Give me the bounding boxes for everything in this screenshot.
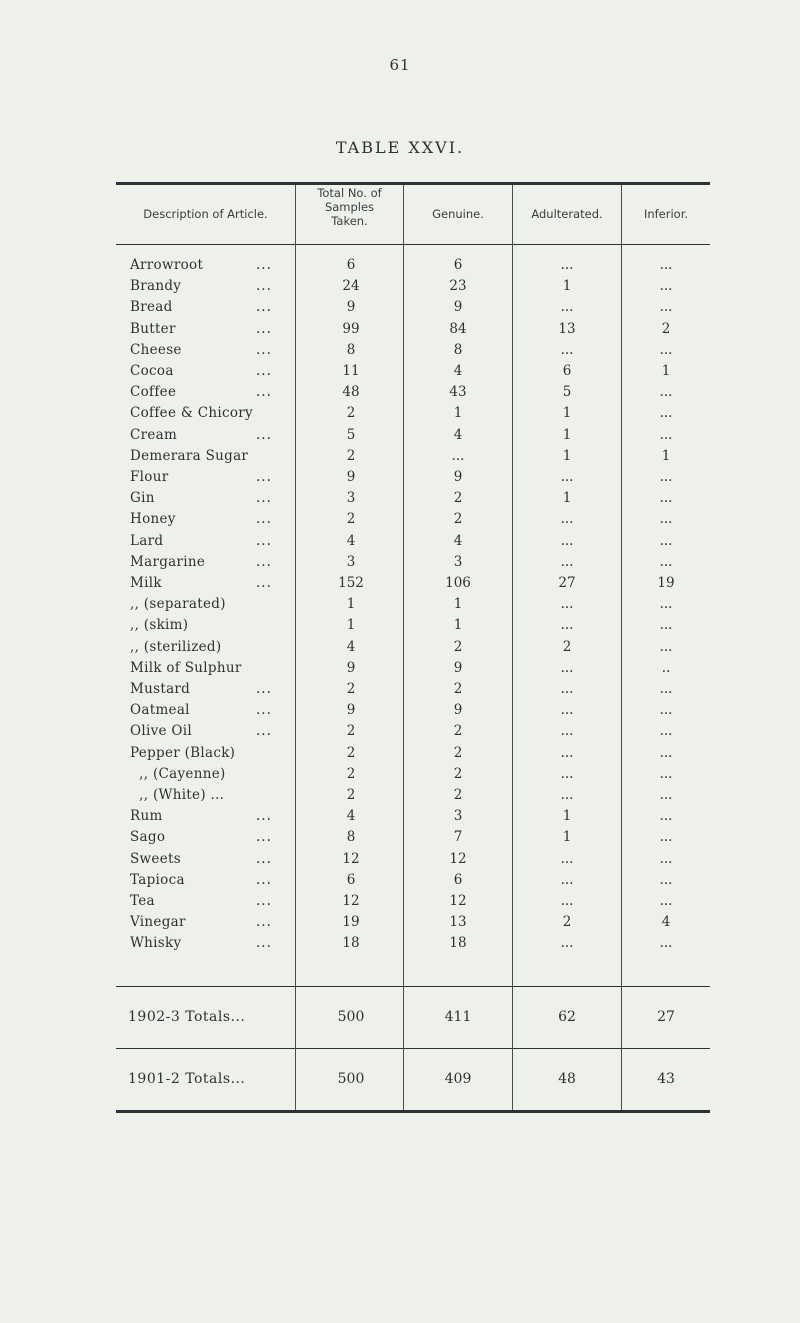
article-name: Milk of Sulphur: [130, 659, 242, 676]
total-cell: 8: [346, 829, 356, 846]
adulterated-cell: ...: [560, 299, 574, 316]
table-row: [0, 256, 800, 275]
genuine-cell: 2: [453, 638, 463, 655]
article-name: Coffee & Chicory: [130, 405, 253, 422]
genuine-cell: 2: [453, 511, 463, 528]
total-cell: 4: [346, 638, 356, 655]
inferior-cell: ..: [661, 659, 671, 676]
inferior-cell: ...: [659, 765, 673, 782]
total-cell: 18: [342, 935, 360, 952]
leader-dots: ...: [256, 426, 272, 443]
total-cell: 12: [342, 893, 360, 909]
total-cell: 2: [346, 405, 356, 422]
genuine-cell: 6: [453, 871, 463, 888]
adulterated-cell: ...: [560, 723, 574, 740]
article-name: Sweets: [130, 850, 181, 867]
adulterated-cell: ...: [560, 893, 574, 909]
adulterated-cell: ...: [560, 935, 574, 952]
total-cell: 4: [346, 808, 356, 825]
table-row: [0, 489, 800, 508]
table-row: [0, 871, 800, 890]
genuine-cell: ...: [451, 447, 465, 464]
total-cell: 2: [346, 681, 356, 697]
genuine-cell: 84: [449, 320, 467, 337]
leader-dots: ...: [256, 681, 272, 697]
total-cell: 4: [346, 532, 356, 549]
leader-dots: ...: [256, 935, 272, 952]
genuine-cell: 6: [453, 257, 463, 273]
table-row: [0, 404, 800, 423]
genuine-cell: 9: [453, 299, 463, 316]
adulterated-cell: 1: [562, 426, 572, 443]
table-row: [0, 659, 800, 678]
inferior-cell: 27: [657, 1009, 675, 1025]
header-inferior: Inferior.: [643, 207, 689, 221]
leader-dots: ...: [256, 363, 272, 379]
adulterated-cell: ...: [560, 702, 574, 719]
total-cell: 99: [342, 320, 360, 337]
article-name: Olive Oil: [130, 723, 193, 740]
genuine-cell: 9: [453, 702, 463, 719]
table-row: [0, 341, 800, 360]
genuine-cell: 8: [453, 341, 463, 358]
header-total-line: Taken.: [331, 214, 368, 228]
genuine-cell: 9: [453, 659, 463, 676]
article-name: Butter: [130, 320, 176, 337]
inferior-cell: ...: [659, 278, 673, 295]
inferior-cell: ...: [659, 426, 673, 443]
inferior-cell: 43: [657, 1071, 675, 1087]
table-title: TABLE XXVI.: [335, 138, 465, 157]
adulterated-cell: ...: [560, 511, 574, 528]
adulterated-cell: ...: [560, 787, 574, 803]
total-cell: 48: [342, 384, 360, 401]
total-cell: 9: [346, 659, 356, 676]
table-row: [0, 362, 800, 381]
header-genuine: Genuine.: [432, 207, 484, 221]
article-name: Rum: [130, 808, 163, 825]
bottom-rule: [116, 1110, 710, 1113]
table-row: [0, 786, 800, 805]
genuine-cell: 9: [453, 469, 463, 485]
total-cell: 500: [337, 1009, 365, 1025]
total-cell: 2: [346, 787, 356, 803]
inferior-cell: ...: [659, 829, 673, 846]
header-description: Description of Article.: [143, 207, 268, 221]
inferior-cell: ...: [659, 617, 673, 634]
total-cell: 2: [346, 765, 356, 782]
inferior-cell: ...: [659, 341, 673, 358]
adulterated-cell: 1: [562, 808, 572, 825]
genuine-cell: 1: [453, 596, 463, 613]
adulterated-cell: 1: [562, 490, 572, 507]
total-cell: 2: [346, 511, 356, 528]
inferior-cell: ...: [659, 808, 673, 825]
article-name: Demerara Sugar: [130, 447, 249, 464]
genuine-cell: 23: [449, 278, 467, 295]
table-row: [0, 574, 800, 593]
inferior-cell: ...: [659, 511, 673, 528]
total-cell: 500: [337, 1071, 365, 1087]
page-number: 61: [389, 56, 411, 74]
total-cell: 19: [342, 914, 360, 931]
total-cell: 3: [346, 490, 356, 507]
adulterated-cell: 27: [558, 575, 576, 591]
article-name: ,, (skim): [130, 617, 189, 634]
table-row: [0, 850, 800, 869]
leader-dots: ...: [256, 914, 272, 931]
leader-dots: ...: [256, 341, 272, 358]
inferior-cell: 19: [657, 575, 675, 591]
total-cell: 152: [338, 575, 364, 591]
inferior-cell: ...: [659, 384, 673, 401]
table-row: [0, 532, 800, 551]
genuine-cell: 12: [449, 850, 467, 867]
article-name: Tea: [130, 893, 155, 909]
article-name: Lard: [130, 532, 164, 549]
total-cell: 2: [346, 723, 356, 740]
adulterated-cell: ...: [560, 596, 574, 613]
header-adulterated: Adulterated.: [531, 207, 603, 221]
total-cell: 24: [342, 278, 360, 295]
article-name: Honey: [130, 511, 176, 528]
leader-dots: ...: [256, 490, 272, 507]
article-name: ,, (Cayenne): [130, 765, 226, 782]
genuine-cell: 43: [449, 384, 467, 401]
totals-label: 1901-2 Totals...: [128, 1071, 246, 1087]
total-cell: 9: [346, 299, 356, 316]
inferior-cell: ...: [659, 553, 673, 570]
genuine-cell: 4: [453, 532, 463, 549]
total-cell: 2: [346, 447, 356, 464]
genuine-cell: 4: [453, 426, 463, 443]
genuine-cell: 4: [453, 363, 463, 379]
totals-row: [0, 1068, 800, 1090]
inferior-cell: 4: [661, 914, 671, 931]
article-name: Milk: [130, 575, 162, 591]
inferior-cell: ...: [659, 893, 673, 909]
genuine-cell: 12: [449, 893, 467, 909]
adulterated-cell: ...: [560, 469, 574, 485]
article-name: Coffee: [130, 384, 177, 401]
inferior-cell: 2: [661, 320, 671, 337]
leader-dots: ...: [256, 299, 272, 316]
totals-label: 1902-3 Totals...: [128, 1009, 246, 1025]
genuine-cell: 411: [444, 1009, 472, 1025]
leader-dots: ...: [256, 532, 272, 549]
totals-row: [0, 1006, 800, 1028]
adulterated-cell: 1: [562, 829, 572, 846]
adulterated-cell: 62: [558, 1009, 576, 1025]
total-cell: 8: [346, 341, 356, 358]
table-row: [0, 277, 800, 296]
inferior-cell: ...: [659, 469, 673, 485]
table-row: [0, 383, 800, 402]
inferior-cell: ...: [659, 871, 673, 888]
inferior-cell: ...: [659, 935, 673, 952]
table-row: [0, 616, 800, 635]
table-row: [0, 447, 800, 466]
total-cell: 9: [346, 469, 356, 485]
adulterated-cell: ...: [560, 659, 574, 676]
article-name: Oatmeal: [130, 702, 190, 719]
genuine-cell: 7: [453, 829, 463, 846]
article-name: Whisky: [130, 935, 182, 952]
inferior-cell: ...: [659, 850, 673, 867]
leader-dots: ...: [256, 702, 272, 719]
inferior-cell: ...: [659, 787, 673, 803]
adulterated-cell: ...: [560, 765, 574, 782]
total-cell: 6: [346, 871, 356, 888]
genuine-cell: 1: [453, 405, 463, 422]
table-row: [0, 934, 800, 953]
adulterated-cell: ...: [560, 681, 574, 697]
adulterated-cell: 1: [562, 447, 572, 464]
table-row: [0, 765, 800, 784]
adulterated-cell: 5: [562, 384, 572, 401]
table-row: [0, 807, 800, 826]
leader-dots: ...: [256, 575, 272, 591]
inferior-cell: ...: [659, 681, 673, 697]
genuine-cell: 2: [453, 744, 463, 761]
total-cell: 12: [342, 850, 360, 867]
table-row: [0, 426, 800, 445]
leader-dots: ...: [256, 850, 272, 867]
adulterated-cell: ...: [560, 871, 574, 888]
article-name: Bread: [130, 299, 173, 316]
article-name: Cocoa: [130, 363, 174, 379]
leader-dots: ...: [256, 723, 272, 740]
leader-dots: ...: [256, 829, 272, 846]
adulterated-cell: ...: [560, 257, 574, 273]
genuine-cell: 2: [453, 787, 463, 803]
leader-dots: ...: [256, 384, 272, 401]
inferior-cell: ...: [659, 299, 673, 316]
leader-dots: ...: [256, 278, 272, 295]
table-row: [0, 595, 800, 614]
table-row: [0, 892, 800, 911]
table-row: [0, 828, 800, 847]
table-row: [0, 680, 800, 699]
leader-dots: ...: [256, 871, 272, 888]
article-name: Cheese: [130, 341, 182, 358]
article-name: ,, (sterilized): [130, 638, 222, 655]
inferior-cell: ...: [659, 744, 673, 761]
genuine-cell: 18: [449, 935, 467, 952]
inferior-cell: ...: [659, 405, 673, 422]
article-name: Arrowroot: [130, 257, 204, 273]
table-row: [0, 913, 800, 932]
adulterated-cell: ...: [560, 553, 574, 570]
header-total: [296, 186, 403, 228]
adulterated-cell: ...: [560, 850, 574, 867]
adulterated-cell: 2: [562, 914, 572, 931]
article-name: Cream: [130, 426, 178, 443]
genuine-cell: 2: [453, 765, 463, 782]
table-row: [0, 553, 800, 572]
total-cell: 5: [346, 426, 356, 443]
table-row: [0, 510, 800, 529]
total-cell: 1: [346, 596, 356, 613]
table-row: [0, 638, 800, 657]
article-name: ,, (separated): [130, 596, 226, 613]
header-total-line: Samples: [324, 200, 375, 214]
adulterated-cell: 48: [558, 1071, 576, 1087]
article-name: Tapioca: [130, 871, 185, 888]
article-name: Brandy: [130, 278, 182, 295]
total-cell: 1: [346, 617, 356, 634]
inferior-cell: 1: [661, 363, 671, 379]
inferior-cell: ...: [659, 257, 673, 273]
inferior-cell: ...: [659, 532, 673, 549]
genuine-cell: 2: [453, 681, 463, 697]
adulterated-cell: ...: [560, 617, 574, 634]
total-cell: 11: [342, 363, 360, 379]
inferior-cell: ...: [659, 702, 673, 719]
leader-dots: ...: [256, 808, 272, 825]
adulterated-cell: 6: [562, 363, 572, 379]
genuine-cell: 106: [445, 575, 471, 591]
table-row: [0, 298, 800, 317]
adulterated-cell: ...: [560, 341, 574, 358]
article-name: Margarine: [130, 553, 206, 570]
adulterated-cell: 1: [562, 278, 572, 295]
leader-dots: ...: [256, 553, 272, 570]
article-name: Mustard: [130, 681, 191, 697]
adulterated-cell: ...: [560, 744, 574, 761]
article-name: Vinegar: [130, 914, 186, 931]
genuine-cell: 409: [444, 1071, 472, 1087]
inferior-cell: 1: [661, 447, 671, 464]
leader-dots: ...: [256, 257, 272, 273]
adulterated-cell: 2: [562, 638, 572, 655]
article-name: Pepper (Black): [130, 744, 236, 761]
table-row: [0, 320, 800, 339]
article-name: ,, (White) ...: [130, 787, 225, 803]
genuine-cell: 3: [453, 808, 463, 825]
genuine-cell: 3: [453, 553, 463, 570]
article-name: Sago: [130, 829, 166, 846]
leader-dots: ...: [256, 320, 272, 337]
total-cell: 2: [346, 744, 356, 761]
inferior-cell: ...: [659, 596, 673, 613]
article-name: Flour: [130, 469, 169, 485]
genuine-cell: 2: [453, 490, 463, 507]
inferior-cell: ...: [659, 490, 673, 507]
total-cell: 3: [346, 553, 356, 570]
total-cell: 6: [346, 257, 356, 273]
header-total-line: Total No. of: [317, 186, 382, 200]
genuine-cell: 2: [453, 723, 463, 740]
table-row: [0, 744, 800, 763]
leader-dots: ...: [256, 511, 272, 528]
genuine-cell: 1: [453, 617, 463, 634]
table-row: [0, 468, 800, 487]
leader-dots: ...: [256, 469, 272, 485]
inferior-cell: ...: [659, 723, 673, 740]
table-row: [0, 701, 800, 720]
leader-dots: ...: [256, 893, 272, 909]
table-row: [0, 722, 800, 741]
total-cell: 9: [346, 702, 356, 719]
inferior-cell: ...: [659, 638, 673, 655]
article-name: Gin: [130, 490, 155, 507]
adulterated-cell: ...: [560, 532, 574, 549]
adulterated-cell: 1: [562, 405, 572, 422]
adulterated-cell: 13: [558, 320, 576, 337]
genuine-cell: 13: [449, 914, 467, 931]
